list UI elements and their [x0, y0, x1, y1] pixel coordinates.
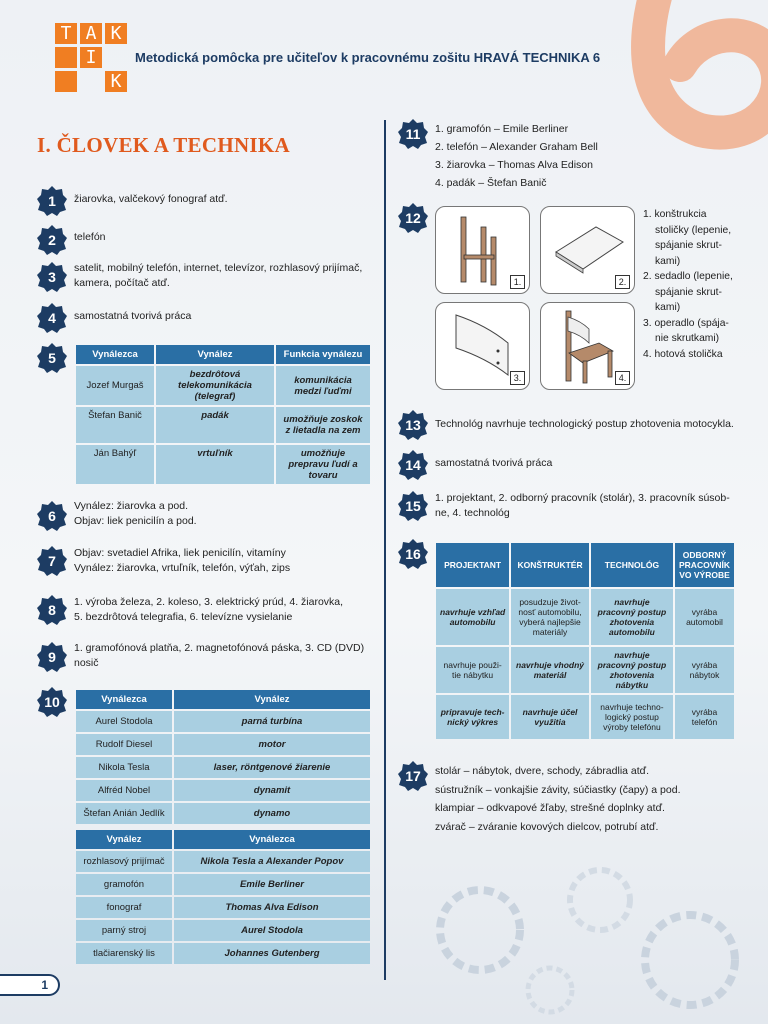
list-item: kami): [655, 255, 681, 267]
picture-box-3: [435, 302, 530, 390]
table-cell: Alfréd Nobel: [76, 780, 172, 801]
exercise-badge-2: [36, 224, 68, 256]
picture-number: 4.: [615, 371, 630, 385]
list-item: 4. padák – Štefan Banič: [435, 177, 547, 189]
table-cell: laser, röntgenové žiarenie: [174, 757, 370, 778]
column-header: Vynálezca: [174, 830, 370, 849]
answer-9: [74, 641, 364, 671]
logo-cell-empty: [105, 47, 127, 68]
table-cell: motor: [174, 734, 370, 755]
exercise-number: 2: [48, 232, 56, 248]
answer-line: Objav: svetadiel Afrika, liek penicilín, vitamíny: [74, 547, 286, 559]
exercise-badge-17: [397, 760, 429, 792]
answer-14: samostatná tvorivá práca: [435, 457, 553, 469]
table-cell: navrhuje pracovný postup zhotovenia nábytku: [591, 647, 673, 693]
answer-2: telefón: [74, 231, 106, 243]
column-header: TECHNOLÓG: [591, 543, 673, 587]
big-number-6-graphic: [600, 0, 768, 180]
table-cell: navrhuje pracovný postup zhotovenia automobilu: [591, 589, 673, 645]
table-cell: parná turbína: [174, 711, 370, 732]
table-row: [436, 589, 734, 645]
table-cell: fonograf: [76, 897, 172, 918]
table-cell: navrhuje vhodný materiál: [511, 647, 589, 693]
table-row: [76, 757, 370, 778]
answer-line: 1. výroba železa, 2. koleso, 3. elektrický prúd, 4. žiarovka,: [74, 596, 344, 608]
table-cell: Nikola Tesla: [76, 757, 172, 778]
column-header: Vynálezca: [76, 690, 172, 709]
answer-line: satelit, mobilný telefón, internet, televízor, rozhlasový prijímač,: [74, 262, 363, 274]
page-header: Metodická pomôcka pre učiteľov k pracovnému zošitu HRAVÁ TECHNIKA 6: [135, 50, 601, 65]
table-row: [76, 734, 370, 755]
table-row: [76, 803, 370, 824]
table-cell: vyrába telefón: [675, 695, 734, 739]
table-row: [76, 920, 370, 941]
exercise-badge-9: [36, 641, 68, 673]
table-cell: Nikola Tesla a Alexander Popov: [174, 851, 370, 872]
table-cell: gramofón: [76, 874, 172, 895]
column-header: KONŠTRUKTÉR: [511, 543, 589, 587]
column-header: Vynálezca: [76, 345, 154, 364]
table-row: [76, 943, 370, 964]
table-cell: Jozef Murgaš: [76, 366, 154, 405]
table-cell: Aurel Stodola: [76, 711, 172, 732]
exercise-badge-5: [36, 342, 68, 374]
takik-logo: [55, 23, 127, 93]
logo-cell: [55, 47, 77, 68]
list-item: 1. konštrukcia: [643, 209, 707, 220]
exercise-badge-12: [397, 202, 429, 234]
table-cell: umožňuje zoskok z lietadla na zem: [276, 407, 370, 443]
table-cell: rozhlasový prijímač: [76, 851, 172, 872]
table-row: [76, 851, 370, 872]
list-item: 1. gramofón – Emile Berliner: [435, 123, 569, 135]
table-inventions-10b: [74, 828, 372, 966]
column-header: Vynález: [76, 830, 172, 849]
list-item: stoličky (lepenie,: [655, 224, 732, 236]
picture-box-2: [540, 206, 635, 294]
exercise-badge-10: [36, 686, 68, 718]
answer-17-list: [435, 762, 681, 836]
list-item: 2. telefón – Alexander Graham Bell: [435, 141, 598, 153]
table-cell: navrhuje účel využitia: [511, 695, 589, 739]
list-item: 2. sedadlo (lepenie,: [643, 271, 733, 282]
page-number: 1: [0, 974, 60, 996]
table-inventors-10a: [74, 688, 372, 826]
exercise-badge-16: [397, 538, 429, 570]
table-cell: parný stroj: [76, 920, 172, 941]
exercise-number: 6: [48, 508, 56, 524]
answer-line: Vynález: žiarovka, vrtuľník, telefón, výťah, zips: [74, 562, 291, 574]
table-cell: vyrába automobil: [675, 589, 734, 645]
answer-line: ne, 4. technológ: [435, 507, 510, 519]
exercise-number: 17: [405, 768, 421, 784]
table-cell: Aurel Stodola: [174, 920, 370, 941]
exercise-badge-11: [397, 118, 429, 150]
exercise-badge-1: [36, 185, 68, 217]
table-row: [436, 695, 734, 739]
table-row: [436, 647, 734, 693]
column-header: Vynález: [174, 690, 370, 709]
answer-1: žiarovka, valčekový fonograf atď.: [74, 193, 228, 205]
list-item: spájanie skrut-: [655, 240, 722, 251]
exercise-number: 10: [44, 694, 60, 710]
table-cell: navrhuje použi-tie nábytku: [436, 647, 509, 693]
exercise-number: 4: [48, 310, 56, 326]
list-item: 3. žiarovka – Thomas Alva Edison: [435, 159, 593, 171]
exercise-number: 1: [48, 193, 56, 209]
table-cell: padák: [156, 407, 274, 443]
answer-line: Vynález: žiarovka a pod.: [74, 500, 189, 512]
table-professions-16: [434, 541, 736, 741]
exercise-badge-13: [397, 409, 429, 441]
answer-line: nosič: [74, 657, 99, 669]
table-row: [76, 780, 370, 801]
picture-box-1: [435, 206, 530, 294]
logo-cell: I: [80, 47, 102, 68]
exercise-badge-3: [36, 261, 68, 293]
answer-13: Technológ navrhuje technologický postup zhotovenia motocykla.: [435, 418, 734, 430]
picture-box-4: [540, 302, 635, 390]
answer-8: [74, 595, 343, 625]
table-row: [76, 711, 370, 732]
table-inventors-5: [74, 343, 372, 486]
table-cell: umožňuje prepravu ľudí a tovaru: [276, 445, 370, 484]
list-item: 4. hotová stolička: [643, 348, 723, 360]
table-cell: Johannes Gutenberg: [174, 943, 370, 964]
list-item: klampiar – odkvapové žľaby, strešné doplnky atď.: [435, 802, 665, 814]
answer-6: [74, 499, 197, 529]
table-cell: dynamo: [174, 803, 370, 824]
table-cell: bezdrôtová telekomunikácia (telegraf): [156, 366, 274, 405]
logo-cell: K: [105, 23, 127, 44]
list-item: zvárač – zváranie kovových dielcov, potrubí atď.: [435, 820, 659, 833]
exercise-badge-14: [397, 449, 429, 481]
answer-11-list: [435, 120, 598, 192]
list-item: spájanie skrut-: [655, 286, 722, 298]
table-cell: Thomas Alva Edison: [174, 897, 370, 918]
list-item: kami): [655, 302, 681, 313]
answer-15: [435, 491, 730, 521]
exercise-number: 9: [48, 649, 56, 665]
table-cell: dynamit: [174, 780, 370, 801]
answer-7: [74, 546, 290, 576]
column-header: PROJEKTANT: [436, 543, 509, 587]
exercise-number: 14: [405, 457, 421, 473]
answer-line: 1. projektant, 2. odborný pracovník (stolár), 3. pracovník súsob-: [435, 492, 730, 504]
answer-4: samostatná tvorivá práca: [74, 310, 192, 322]
table-cell: Ján Bahýľ: [76, 445, 154, 484]
page-title: I. ČLOVEK A TECHNIKA: [37, 133, 291, 157]
table-cell: komunikácia medzi ľuďmi: [276, 366, 370, 405]
logo-cell: A: [80, 23, 102, 44]
decorative-gears-graphic: [400, 840, 760, 1020]
logo-cell: T: [55, 23, 77, 44]
table-cell: posudzuje život-nosť automobilu, vyberá najlepšie materiály: [511, 589, 589, 645]
logo-cell: K: [105, 71, 127, 92]
exercise-badge-15: [397, 490, 429, 522]
exercise-number: 3: [48, 269, 56, 285]
table-row: [76, 897, 370, 918]
logo-cell: [55, 71, 77, 92]
list-item: stolár – nábytok, dvere, schody, zábradlia atď.: [435, 765, 650, 777]
answer-line: Objav: liek penicilín a pod.: [74, 515, 197, 527]
exercise-number: 7: [48, 553, 56, 569]
table-cell: pripravuje tech-nický výkres: [436, 695, 509, 739]
table-row: [76, 445, 370, 484]
list-item: sústružník – vonkajšie závity, súčiastky (čapy) a pod.: [435, 783, 681, 796]
list-item: 3. operadlo (spája-: [643, 317, 729, 329]
exercise-number: 11: [405, 126, 421, 142]
column-header: Vynález: [156, 345, 274, 364]
table-cell: navrhuje vzhľad automobilu: [436, 589, 509, 645]
table-cell: Štefan Anián Jedlík: [76, 803, 172, 824]
column-divider: [384, 120, 386, 980]
table-cell: Rudolf Diesel: [76, 734, 172, 755]
answer-12-list: [643, 207, 733, 362]
table-cell: tlačiarenský lis: [76, 943, 172, 964]
picture-number: 3.: [510, 371, 525, 385]
exercise-badge-8: [36, 594, 68, 626]
table-cell: vyrába nábytok: [675, 647, 734, 693]
exercise-number: 15: [405, 498, 421, 514]
exercise-badge-7: [36, 545, 68, 577]
exercise-number: 16: [405, 546, 421, 562]
table-row: [76, 366, 370, 405]
exercise-badge-6: [36, 500, 68, 532]
picture-number: 2.: [615, 275, 630, 289]
table-cell: vrtuľník: [156, 445, 274, 484]
exercise-number: 12: [405, 210, 421, 226]
answer-line: 1. gramofónová platňa, 2. magnetofónová páska, 3. CD (DVD): [74, 642, 365, 654]
table-row: [76, 407, 370, 443]
list-item: nie skrutkami): [655, 333, 720, 344]
logo-cell-empty: [80, 71, 102, 92]
exercise-number: 13: [405, 417, 421, 433]
exercise-badge-4: [36, 302, 68, 334]
exercise-number: 5: [48, 350, 56, 366]
table-cell: Štefan Banič: [76, 407, 154, 443]
column-header: ODBORNÝ PRACOVNÍK VO VÝROBE: [675, 543, 734, 587]
column-header: Funkcia vynálezu: [276, 345, 370, 364]
table-cell: navrhuje techno-logický postup výroby telefónu: [591, 695, 673, 739]
exercise-number: 8: [48, 602, 56, 618]
table-row: [76, 874, 370, 895]
answer-3: [74, 261, 362, 291]
picture-number: 1.: [510, 275, 525, 289]
table-cell: Emile Berliner: [174, 874, 370, 895]
answer-line: 5. bezdrôtová telegrafia, 6. televízne vysielanie: [74, 611, 293, 623]
answer-line: kamera, počítač atď.: [74, 277, 170, 289]
